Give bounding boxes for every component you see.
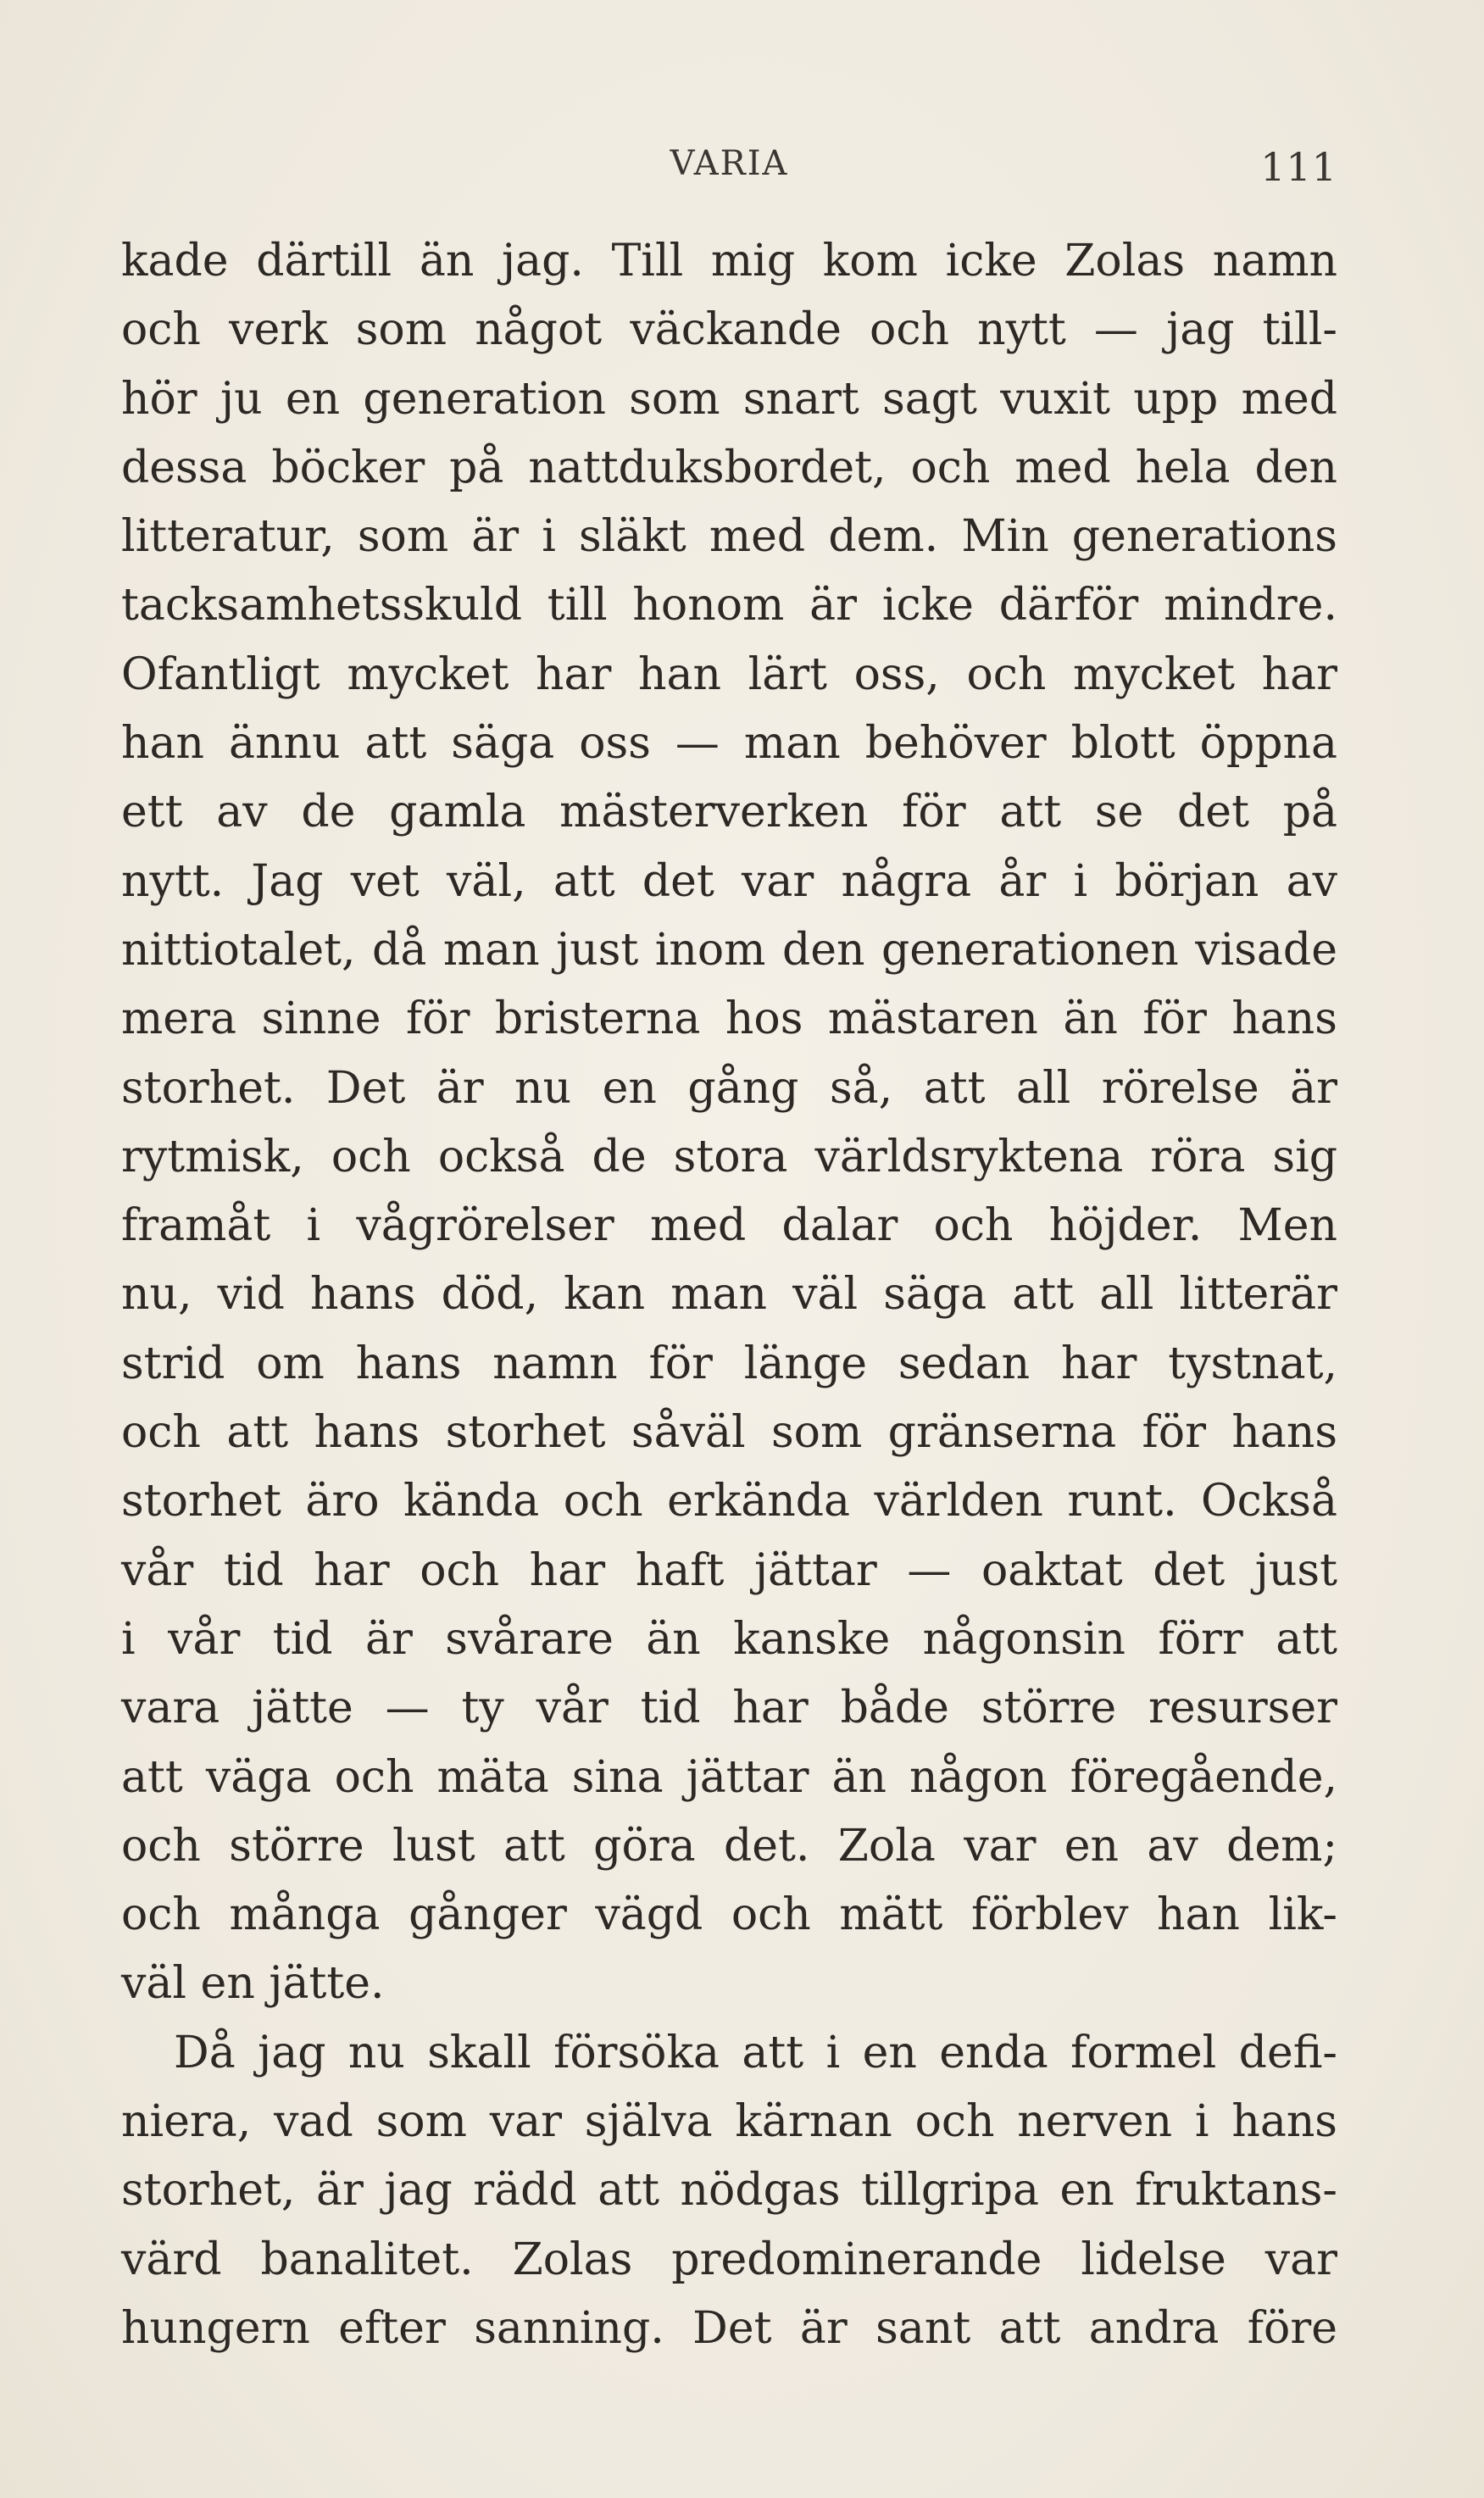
running-title: VARIA (670, 144, 789, 183)
text-line: kade därtill än jag. Till mig kom icke Zolas namn (121, 236, 1337, 287)
text-line: vår tid har och har haft jättar — oaktat det just (121, 1544, 1337, 1596)
text-line: storhet, är jag rädd att nödgas tillgripa en fruktans- (121, 2165, 1337, 2217)
text-line: väl en jätte. (121, 1958, 385, 2010)
text-line: storhet. Det är nu en gång så, att all rörelse är (121, 1062, 1337, 1114)
text-line: och många gånger vägd och mätt förblev han lik- (121, 1889, 1337, 1941)
text-line: mera sinne för bristerna hos mästaren än för hans (121, 993, 1337, 1045)
text-line: nytt. Jag vet väl, att det var några år i början av (121, 855, 1337, 907)
text-line: att väga och mäta sina jättar än någon föregående, (121, 1751, 1337, 1803)
text-line: nittiotalet, då man just inom den generationen visade (121, 924, 1337, 976)
text-line: vara jätte — ty vår tid har både större resurser (121, 1683, 1337, 1734)
text-line: hungern efter sanning. Det är sant att andra före (121, 2302, 1337, 2354)
text-line: och verk som något väckande och nytt — jag till- (121, 304, 1337, 356)
text-line: Ofantligt mycket har han lärt oss, och mycket har (121, 648, 1337, 700)
text-line: rytmisk, och också de stora världsryktena röra sig (121, 1131, 1337, 1182)
text-line: i vår tid är svårare än kanske någonsin förr att (121, 1613, 1337, 1665)
text-line: han ännu att säga oss — man behöver blott öppna (121, 718, 1337, 770)
text-line: litteratur, som är i släkt med dem. Min generations (121, 511, 1337, 563)
running-head (121, 144, 1337, 203)
text-line: dessa böcker på nattduksbordet, och med hela den (121, 442, 1337, 493)
text-line: storhet äro kända och erkända världen runt. Också (121, 1476, 1337, 1527)
text-line: framåt i vågrörelser med dalar och höjder. Men (121, 1200, 1337, 1252)
text-line: värd banalitet. Zolas predominerande lidelse var (121, 2234, 1337, 2285)
page-number: 111 (1260, 144, 1337, 190)
text-line: och större lust att göra det. Zola var en av dem; (121, 1820, 1337, 1872)
text-line: och att hans storhet såväl som gränserna för hans (121, 1407, 1337, 1459)
text-line: Då jag nu skall försöka att i en enda formel defi- (174, 2027, 1337, 2078)
text-line: hör ju en generation som snart sagt vuxit upp med (121, 373, 1337, 425)
text-line: strid om hans namn för länge sedan har tystnat, (121, 1338, 1337, 1389)
text-line: nu, vid hans död, kan man väl säga att all litterär (121, 1269, 1337, 1321)
body-text (121, 227, 1337, 2363)
text-line: ett av de gamla mästerverken för att se det på (121, 787, 1337, 838)
text-line: niera, vad som var själva kärnan och nerven i hans (121, 2096, 1337, 2148)
text-line: tacksamhetsskuld till honom är icke därför mindre. (121, 580, 1337, 631)
